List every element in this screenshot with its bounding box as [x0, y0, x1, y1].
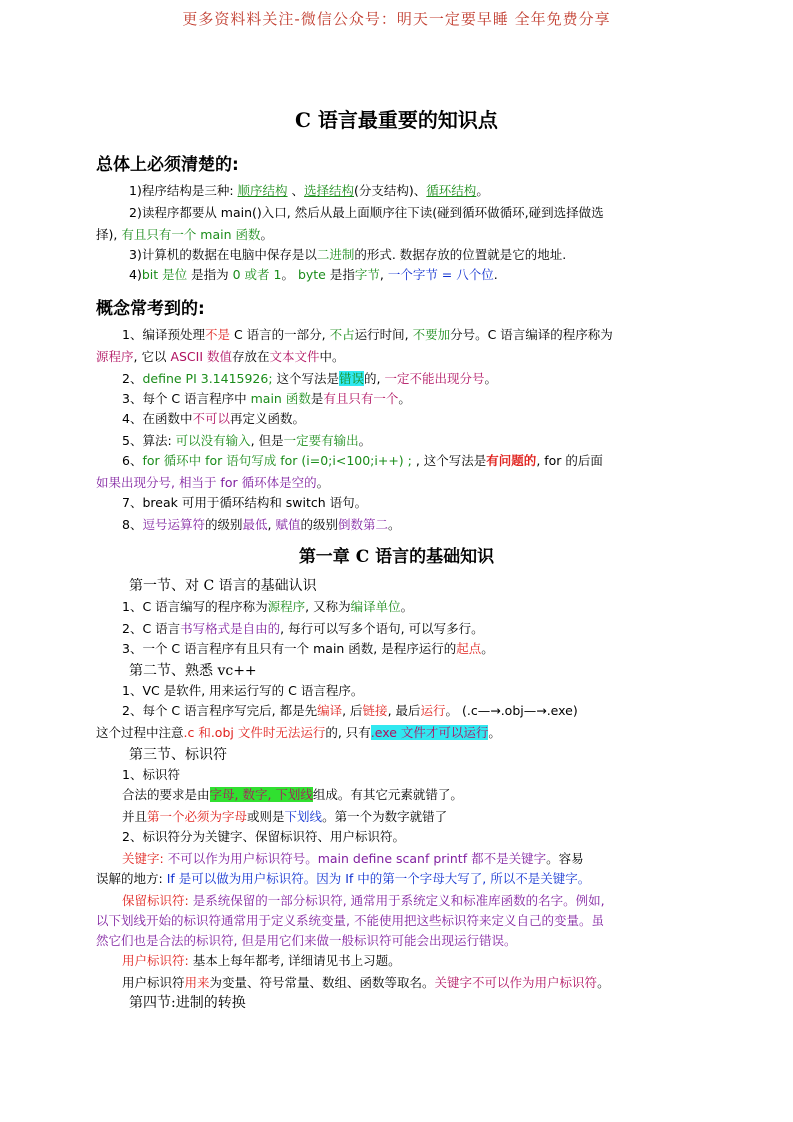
ch1-s3-line-1: 1、标识符	[122, 767, 180, 782]
page-title: C 语言最重要的知识点	[295, 108, 498, 132]
ch1-s3-line-9: 然它们也是合法的标识符, 但是用它们来做一般标识符可能会出现运行错误。	[96, 933, 517, 948]
subsection-4: 第四节:进制的转换	[129, 995, 246, 1011]
ch1-s3-line-5: 关键字: 不可以作为用户标识符号。main define scanf printf 都不是关键字。容易	[122, 851, 584, 866]
ch1-s3-line-10: 用户标识符: 基本上每年都考, 详细请见书上习题。	[122, 953, 401, 968]
subsection-3: 第三节、标识符	[129, 747, 227, 763]
overview-line-4: 3)计算机的数据在电脑中保存是以二进制的形式. 数据存放的位置就是它的地址.	[129, 247, 567, 262]
ch1-s3-line-7: 保留标识符: 是系统保留的一部分标识符, 通常用于系统定义和标准库函数的名字。例如,	[122, 893, 605, 908]
overview-line-3: 择), 有且只有一个 main 函数。	[96, 227, 274, 242]
concept-line-5: 4、在函数中不可以再定义函数。	[122, 411, 305, 426]
ch1-s2-line-2: 2、每个 C 语言程序写完后, 都是先编译, 后链接, 最后运行。 (.c—→.obj—→.exe)	[122, 703, 578, 718]
concept-line-6: 5、算法: 可以没有输入, 但是一定要有输出。	[122, 433, 372, 448]
ch1-s1-line-3: 3、一个 C 语言程序有且只有一个 main 函数, 是程序运行的起点。	[122, 641, 494, 656]
ch1-s3-line-11: 用户标识符用来为变量、符号常量、数组、函数等取名。关键字不可以作为用户标识符。	[122, 975, 610, 990]
ch1-s1-line-2: 2、C 语言书写格式是自由的, 每行可以写多个语句, 可以写多行。	[122, 621, 484, 636]
concept-line-3: 2、define PI 3.1415926; 这个写法是错误的, 一定不能出现分号。	[122, 371, 498, 386]
concept-line-4: 3、每个 C 语言程序中 main 函数是有且只有一个。	[122, 391, 411, 406]
concept-line-9: 7、break 可用于循环结构和 switch 语句。	[122, 495, 368, 510]
ch1-s3-line-4: 2、标识符分为关键字、保留标识符、用户标识符。	[122, 829, 405, 844]
ch1-s3-line-8: 以下划线开始的标识符通常用于定义系统变量, 不能使用把这些标识符来定义自己的变量。虽	[96, 913, 604, 928]
concept-line-7: 6、for 循环中 for 语句写成 for (i=0;i<100;i++) ; , 这个写法是有问题的, for 的后面	[122, 453, 603, 468]
ch1-s2-line-1: 1、VC 是软件, 用来运行写的 C 语言程序。	[122, 683, 364, 698]
section-heading-concepts: 概念常考到的:	[96, 299, 205, 319]
concept-line-2: 源程序, 它以 ASCII 数值存放在文本文件中。	[96, 349, 345, 364]
ch1-s3-line-2: 合法的要求是由字母, 数字, 下划线组成。有其它元素就错了。	[122, 787, 463, 802]
ch1-s2-line-3: 这个过程中注意.c 和.obj 文件时无法运行的, 只有.exe 文件才可以运行。	[96, 725, 501, 740]
section-heading-overview: 总体上必须清楚的:	[96, 155, 239, 175]
subsection-1: 第一节、对 C 语言的基础认识	[129, 578, 317, 594]
concept-line-10: 8、逗号运算符的级别最低, 赋值的级别倒数第二。	[122, 517, 401, 532]
ch1-s3-line-3: 并且第一个必须为字母或则是下划线。第一个为数字就错了	[122, 809, 448, 824]
chapter-title: 第一章 C 语言的基础知识	[298, 547, 495, 567]
overview-line-1: 1)程序结构是三种: 顺序结构 、选择结构(分支结构)、循环结构。	[129, 183, 489, 198]
overview-line-5: 4)bit 是位 是指为 0 或者 1。 byte 是指字节, 一个字节 = 八个位.	[129, 267, 498, 282]
ch1-s1-line-1: 1、C 语言编写的程序称为源程序, 又称为编译单位。	[122, 599, 414, 614]
subsection-2: 第二节、熟悉 vc++	[129, 663, 257, 679]
ch1-s3-line-6: 误解的地方: If 是可以做为用户标识符。因为 If 中的第一个字母大写了, 所以不是关键字。	[96, 871, 591, 886]
overview-line-2: 2)读程序都要从 main()入口, 然后从最上面顺序往下读(碰到循环做循环,碰到选择做选	[129, 205, 604, 220]
page-header: 更多资料料关注-微信公众号：明天一定要早睡 全年免费分享	[182, 10, 611, 28]
concept-line-1: 1、编译预处理不是 C 语言的一部分, 不占运行时间, 不要加分号。C 语言编译的程序称为	[122, 327, 613, 342]
concept-line-8: 如果出现分号, 相当于 for 循环体是空的。	[96, 475, 330, 490]
